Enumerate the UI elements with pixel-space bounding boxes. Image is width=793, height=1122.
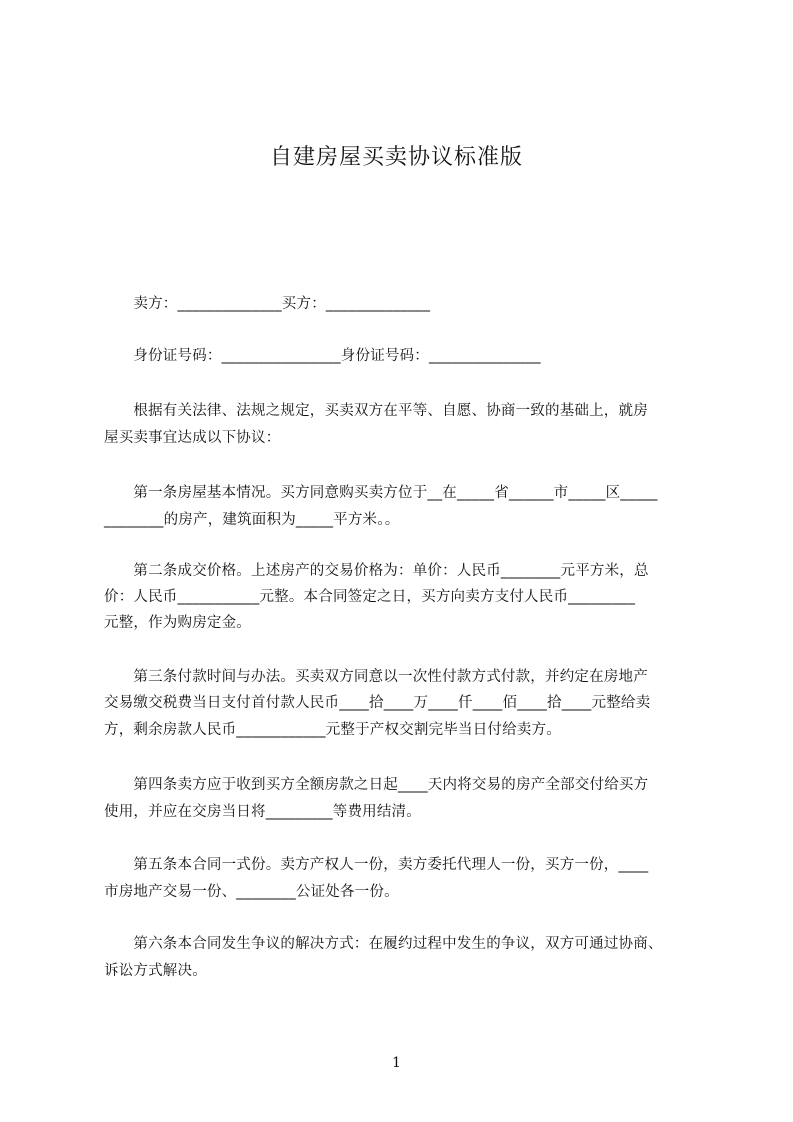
article-5-line-1: 第五条本合同一式份。卖方产权人一份，卖方委托代理人一份，买方一份，____ <box>104 857 649 873</box>
document-title: 自建房屋买卖协议标准版 <box>269 145 523 170</box>
article-3-line-1: 第三条付款时间与办法。买卖双方同意以一次性付款方式付款，并约定在房地产 <box>104 669 648 685</box>
article-3-line-3: 方，剩余房款人民币____________元整于产权交割完毕当日付给卖方。 <box>104 722 561 738</box>
article-2-line-2: 价：人民币___________元整。本合同签定之日，买方向卖方支付人民币_________ <box>104 589 636 605</box>
preamble-line-1: 根据有关法律、法规之规定，买卖双方在平等、自愿、协商一致的基础上，就房 <box>104 403 648 419</box>
page-number: 1 <box>392 1055 401 1071</box>
article-6-line-2: 诉讼方式解决。 <box>104 963 207 979</box>
seller-buyer-line: 卖方：______________买方：______________ <box>104 296 431 312</box>
article-4-line-1: 第四条卖方应于收到买方全额房款之日起____天内将交易的房产全部交付给买方 <box>104 777 649 793</box>
article-1-line-1: 第一条房屋基本情况。买方同意购买卖方位于__在_____省______市_____区_____ <box>104 485 658 501</box>
article-3-line-2: 交易缴交税费当日支付首付款人民币____拾____万____仟____佰____拾____元整给卖 <box>104 695 651 711</box>
article-4-line-2: 使用，并应在交房当日将_________等费用结清。 <box>104 804 421 820</box>
article-1-line-2: ________的房产，建筑面积为_____平方米。。 <box>104 512 400 528</box>
article-6-line-1: 第六条本合同发生争议的解决方式：在履约过程中发生的争议，双方可通过协商、 <box>104 936 663 952</box>
article-5-line-2: 市房地产交易一份、________公证处各一份。 <box>104 884 399 900</box>
article-2-line-1: 第二条成交价格。上述房产的交易价格为：单价：人民币________元平方米，总 <box>104 563 649 579</box>
preamble-line-2: 屋买卖事宜达成以下协议： <box>104 430 281 446</box>
id-number-line: 身份证号码：________________身份证号码：_______________ <box>104 348 541 364</box>
article-2-line-3: 元整，作为购房定金。 <box>104 615 251 631</box>
